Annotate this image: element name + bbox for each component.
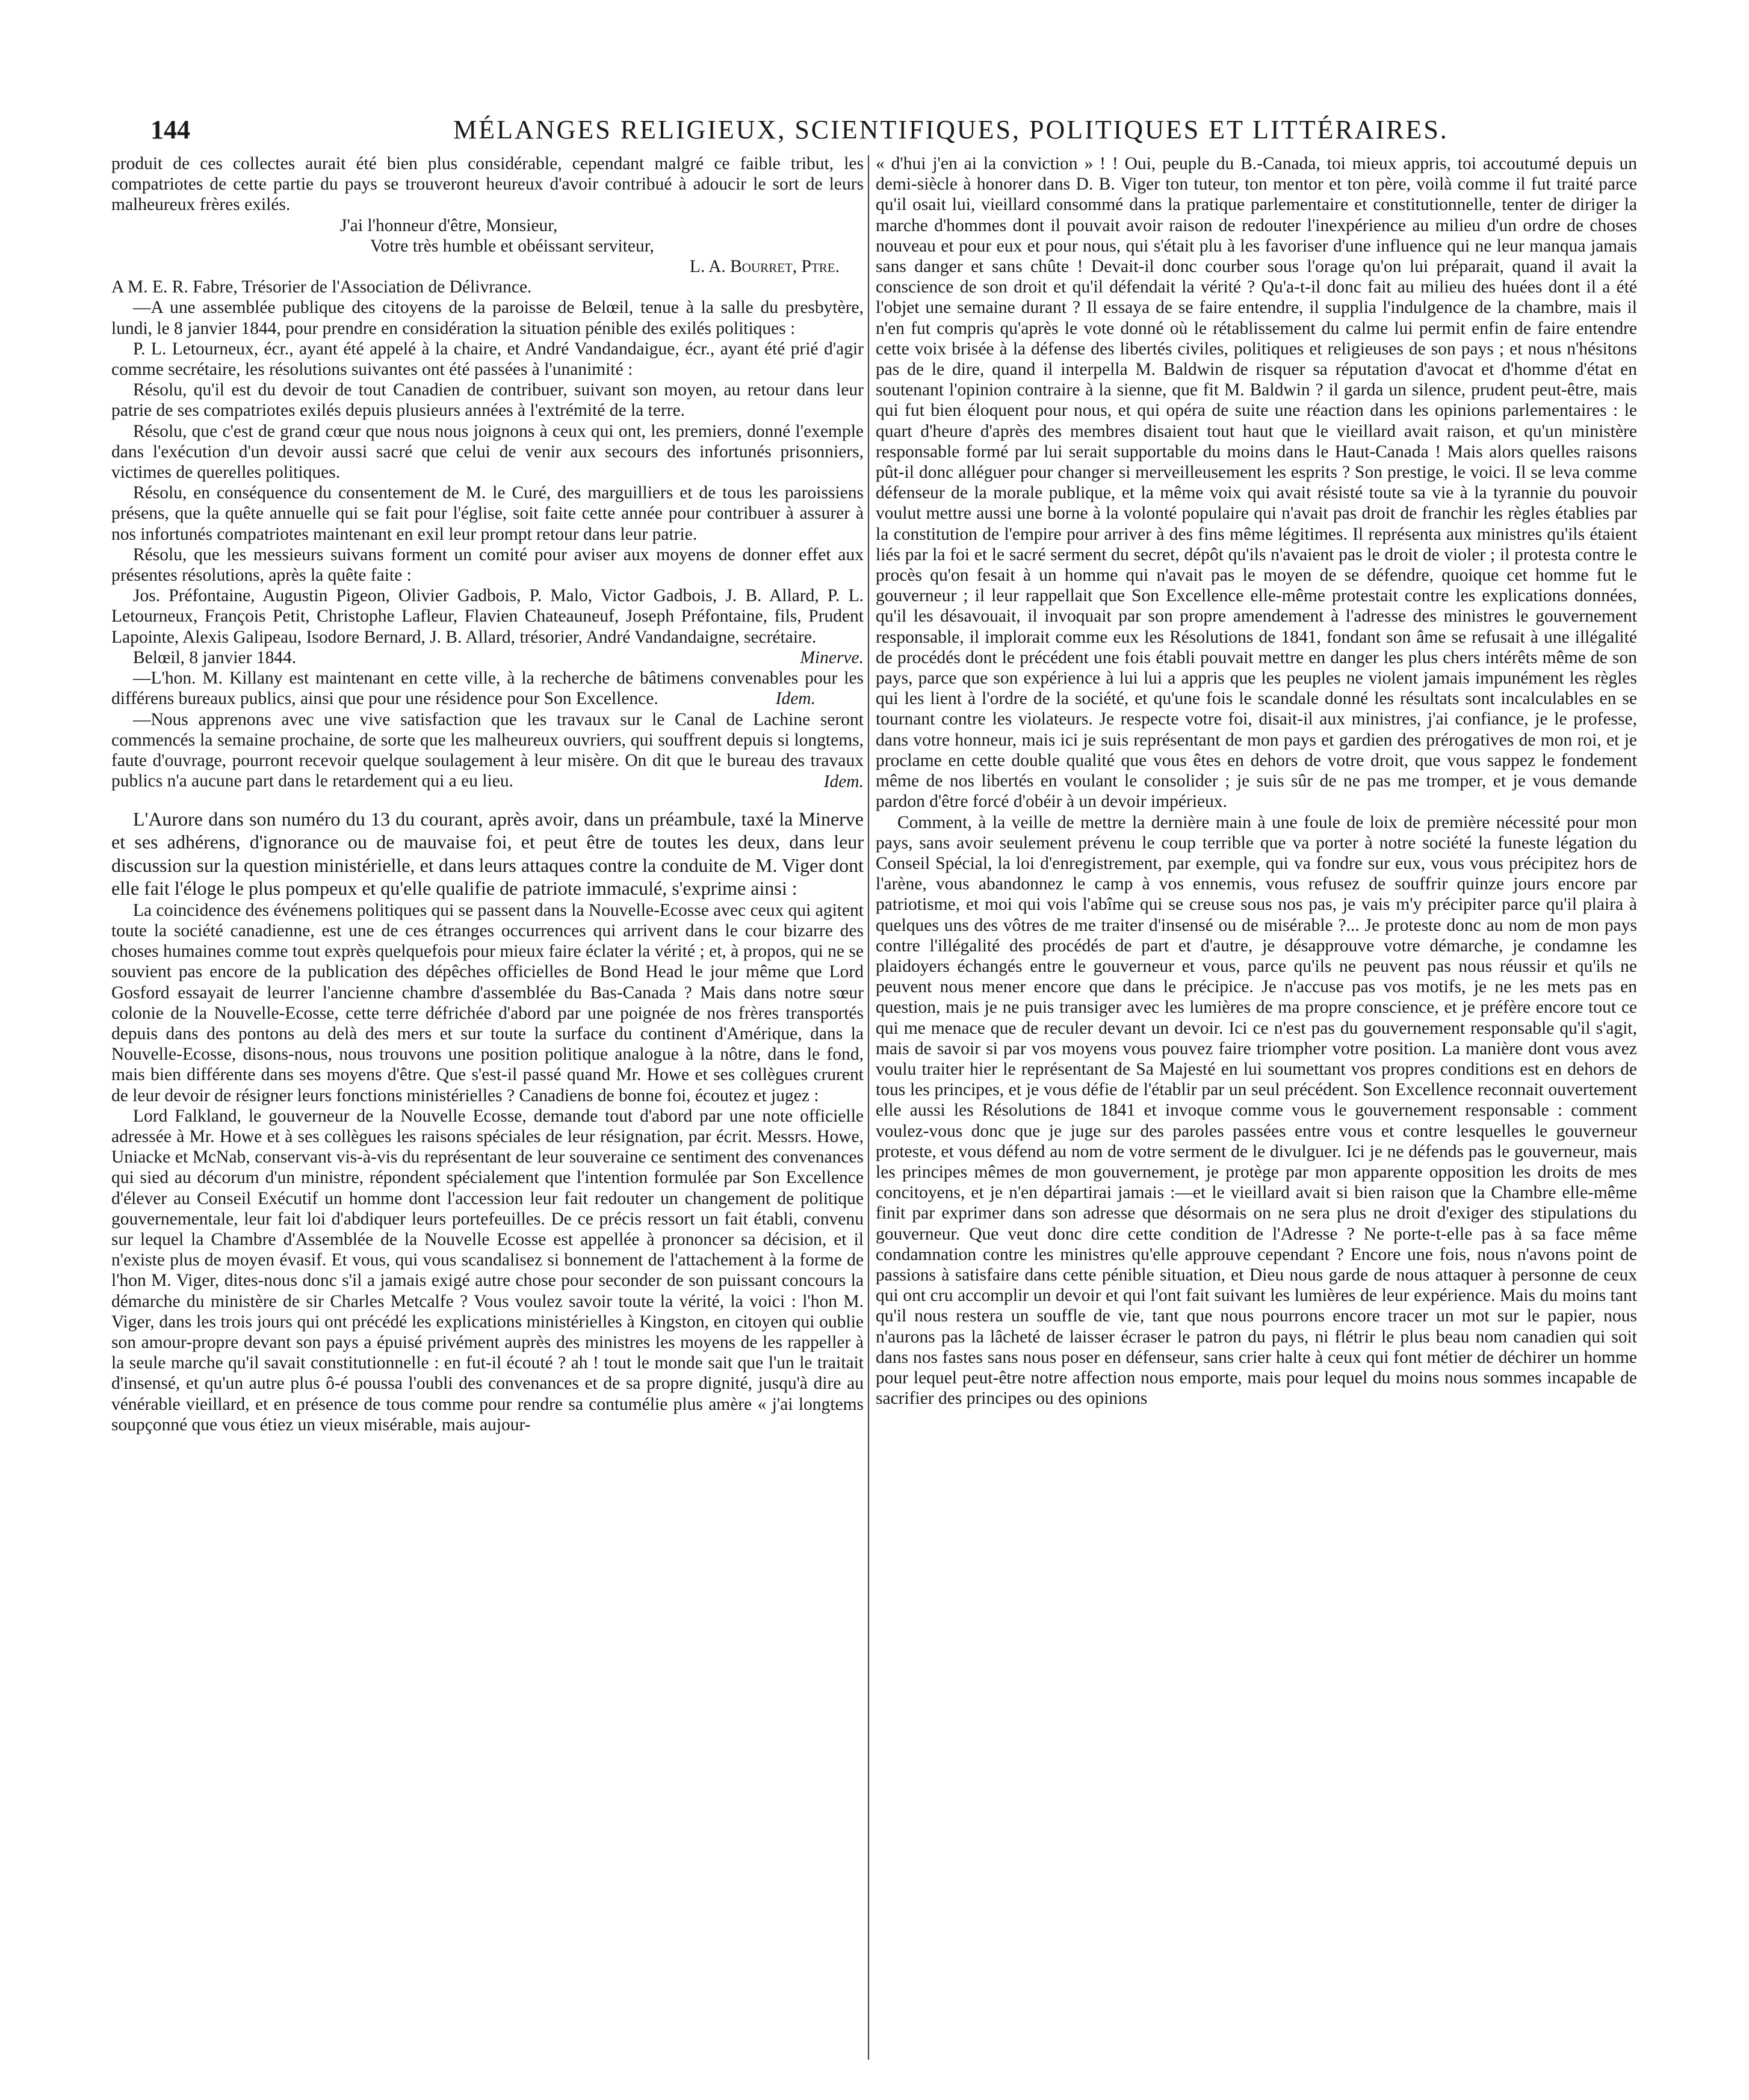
lachine-paragraph: —Nous apprenons avec une vive satisfaction que les travaux sur le Canal de Lachine seront commencés la semaine prochaine, de sorte que les malheureux ouvriers, qui souffrent depuis si longtems, faute d'ouvrage, pourront recevoir quelque soulagement à leur misère. On dit que le bureau des travaux publics n'a aucune part dans le retardement qui a eu lieu.: [111, 709, 864, 791]
resolution-1: Résolu, qu'il est du devoir de tout Canadien de contribuer, suivant son moyen, au retour dans leur patrie de ses compatriotes exilés depuis plusieurs années à l'extrémité de la terre.: [111, 380, 864, 421]
dateline: Belœil, 8 janvier 1844.: [133, 647, 297, 667]
assembly-paragraph: —A une assemblée publique des citoyens de la paroisse de Belœil, tenue à la salle du presbytère, lundi, le 8 janvier 1844, pour prendre en considération la situation pénible des exilés politiques :: [111, 298, 864, 338]
letter-signature: L. A. Bourret, Ptre.: [689, 257, 840, 277]
resolution-4: Résolu, que les messieurs suivans forment un comité pour aviser aux moyens de donner effet aux présentes résolutions, après la quête faite :: [111, 545, 864, 585]
resolution-2: Résolu, que c'est de grand cœur que nous nous joignons à ceux qui ont, les premiers, donné l'exemple dans l'exécution d'un devoir aussi sacré que celui de venir aux secours des infortunés prisonniers, victimes de querelles politiques.: [111, 421, 864, 483]
dateline-row: [111, 647, 864, 668]
killany-paragraph: —L'hon. M. Killany est maintenant en cette ville, à la recherche de bâtimens convenables pour les différens bureaux publics, ainsi que pour une résidence pour Son Excellence.: [111, 669, 864, 709]
aurore-intro: L'Aurore dans son numéro du 13 du courant, après avoir, dans un préambule, taxé la Minerve et ses adhérens, d'ignorance ou de mauvaise foi, et peut être de toutes les deux, dans leur discussion sur la question ministérielle, et dans leurs attaques contre la conduite de M. Viger dont elle fait l'éloge le plus pompeux et qu'elle qualifie de patriote immaculé, s'exprime ainsi :: [111, 808, 864, 900]
letter-addressee: A M. E. R. Fabre, Trésorier de l'Association de Délivrance.: [111, 277, 532, 297]
source-idem-1: Idem.: [775, 689, 816, 709]
letter-salutation: J'ai l'honneur d'être, Monsieur,: [340, 215, 558, 235]
chair-paragraph: P. L. Letourneux, écr., ayant été appelé à la chaire, et André Vandandaigue, écr., ayant été prié d'agir comme secrétaire, les résolutions suivantes ont été passées à l'unanimité :: [111, 339, 864, 380]
committee-names: Jos. Préfontaine, Augustin Pigeon, Olivier Gadbois, P. Malo, Victor Gadbois, J. B. Allard, P. L. Letourneux, François Petit, Christophe Lafleur, Flavien Chateauneuf, Joseph Préfontaine, fils, Prudent Lapointe, Alexis Galipeau, Isodore Bernard, J. B. Allard, trésorier, André Vandandaigne, secrétaire.: [111, 586, 864, 647]
spacer: [111, 792, 864, 808]
quote-falkland: Lord Falkland, le gouverneur de la Nouvelle Ecosse, demande tout d'abord par une note officielle adressée à Mr. Howe et à ses collègues les raisons spéciales de leur résignation, par écrit. Messrs. Howe, Uniacke et McNab, conservant vis-à-vis du représentant de leur souveraine ce sentiment des convenances qui sied au décorum d'un ministre, répondent spécialement que l'intention formulée par Son Excellence d'élever au Conseil Exécutif un homme dont l'accession leur fait redouter un changement de politique gouvernementale, leur fait loi d'abdiquer leurs portefeuilles. De ce précis ressort un fait établi, convenu sur lequel la Chambre d'Assemblée de la Nouvelle Ecosse est appellée à prononcer sa décision, et il n'existe plus de moyen évasif. Et vous, qui vous scandalisez si bonnement de l'attachement à la forme de l'hon M. Viger, dites-nous donc s'il a jamais exigé autre chose pour seconder de son puissant concours la démarche du ministère de sir Charles Metcalfe ? Vous voulez savoir toute la vérité, la voici : l'hon M. Viger, dans les trois jours qui ont précédé les explications ministérielles à Kingston, en citoyen qui oublie son amour-propre devant son pays a épuisé privément auprès des ministres les moyens de les rappeller à la seule marche qu'il savait constitutionnelle : en fut-il écouté ? ah ! tout le monde sait que l'un le traitait d'insensé, et qu'un autre plus ô-é poussa l'oubli des convenances et de sa propre dignité, jusqu'à dire au vénérable vieillard, et en présence de tous comme pour rendre sa contumélie plus amère « j'ai longtems soupçonné que vous étiez un vieux misérable, mais aujour-: [111, 1106, 864, 1434]
running-title: MÉLANGES RELIGIEUX, SCIENTIFIQUES, POLITIQUES ET LITTÉRAIRES.: [453, 115, 1449, 144]
viger-speech: Comment, à la veille de mettre la dernière main à une foule de loix de première nécessité pour mon pays, sans avoir seulement prévenu le coup terrible que va porter à notre société la funeste légation du Conseil Spécial, la loi d'enregistrement, par exemple, qui va fondre sur eux, vous vous précipitez hors de l'arène, vous abandonnez le camp à vos ennemis, vous refusez de souffrir quinze jours encore par patriotisme, et moi qui vois l'abîme qui se creuse sous nos pas, je vais m'y précipiter parce qu'il plaira à quelques uns des vôtres de me traiter d'insensé ou de misérable ?... Je proteste donc au nom de mon pays contre l'illégalité des procédés de part et d'autre, je désapprouve votre démarche, je condamne les plaidoyers échangés entre le gouverneur et vous, parce qu'ils ne peuvent pas nous réussir et qu'ils ne peuvent nous mener encore que dans le précipice. Je n'accuse pas vos motifs, je ne les mets pas en question, mais je ne puis transiger avec les lumières de ma propre conscience, et je préfère encore tout ce qui me menace que de reculer devant un devoir. Ici ce n'est pas du gouvernement responsable qu'il s'agit, mais de savoir si par vos moyens vous pouvez faire triompher votre position. La manière dont vous avez voulu traiter hier le représentant de Sa Majesté en lui soumettant vos propres conditions est en dehors de tous les principes, et je vous défie de l'établir par un seul précédent. Son Excellence reconnait ouvertement elle aussi les Résolutions de 1841 et invoque comme vous le gouvernement responsable : comment voulez-vous donc que je juge sur des paroles passées entre vous et contre lesquelles le gouverneur proteste, et vous défend au nom de votre serment de le divulguer. Ici je ne défends pas le gouverneur, mais les principes mêmes de mon gouvernement, je protège par mon apparente opposition les droits de mes concitoyens, et je n'en départirai jamais :—et le vieillard avait si bien raison que la Chambre elle-même finit par exprimer dans son adresse que désormais on ne sera plus ne droit d'exiger des stipulations du gouverneur. Que veut donc dire cette condition de l'Adresse ? Ne porte-t-elle pas à sa face même condamnation contre les ministres qu'elle approuve cependant ? Encore une fois, nous n'avons point de passions à satisfaire dans cette pénible situation, et Dieu nous garde de nous attaquer à personne de ceux qui ont cru accomplir un devoir et qui l'ont fait suivant les lumières de leur expérience. Mais du moins tant qu'il nous restera un souffle de vie, tant que nous pourrons encore tracer un mot sur le papier, nous n'aurons pas la lâcheté de laisser écraser le patron du pays, ni flétrir le plus beau nom canadien qui soit dans nos fastes sans nous poser en défenseur, sans crier halte à ceux qui font métier de déchirer un homme pour lequel peut-être notre affection nous emporte, mais pour lequel du moins nous sommes incapable de sacrifier des principes ou des opinions: [876, 812, 1637, 1409]
left-column: [111, 153, 864, 2067]
source-minerve: Minerve.: [800, 647, 864, 667]
resolution-3: Résolu, en conséquence du consentement de M. le Curé, des marguilliers et de tous les paroissiens présens, que la quête annuelle qui se fait pour l'église, soit faite cette année pour contribuer à assurer à nos infortunés compatriotes maintenant en exil leur prompt retour dans leur patrie.: [111, 483, 864, 544]
letter-closing-text: produit de ces collectes aurait été bien plus considérable, cependant malgré ce faible tribut, les compatriotes de cette partie du pays se trouveront heureux d'avoir contribué à adoucir le sort de leurs malheureux frères exilés.: [111, 154, 864, 215]
quote-continuation: « d'hui j'en ai la conviction » ! ! Oui, peuple du B.-Canada, toi mieux appris, toi accoutumé depuis un demi-siècle à honorer dans D. B. Viger ton tuteur, ton mentor et ton père, voilà comme il fut traité parce qu'il osait lui, vieillard consommé dans la pratique parlementaire et constitutionnelle, tenter de diriger la marche d'hommes dont il pouvait avoir raison de redouter l'inexpérience au milieu d'un ordre de choses nouveau et pour eux et pour nous, qui s'était plu à les favoriser d'une influence qui ne leur manqua jamais sans danger et sans chûte ! Devait-il donc courber sous l'orage qu'on lui préparait, quand il avait la conscience de son droit et qu'il défendait la vérité ? Qu'a-t-il donc fait au milieu des huées dont il a été l'objet une semaine durant ? Il essaya de se faire entendre, il supplia l'indulgence de la chambre, mais il n'en fut compris qu'après le vote donné où le rétablissement du calme lui permit enfin de faire entendre cette voix brisée à la défense des libertés civiles, politiques et religieuses de son pays ; et nous n'hésitons pas de le dire, quand il interpella M. Baldwin de risquer sa réputation d'avocat et d'homme d'état en soutenant l'opinion contraire à la sienne, que fit M. Baldwin ? il garda un silence, prudent peut-être, mais qui fut bien éloquent pour nous, et qui opéra de suite une réaction dans les opinions parlementaires : le quart d'heure d'après des membres disaient tout haut que le vieillard avait raison, et qu'un ministère responsable formé par lui serait supportable du moins dans le Haut-Canada ! Mais alors quelles raisons pût-il donc alléguer pour changer si merveilleusement les esprits ? Son prestige, le voici. Il se leva comme défenseur de la morale publique, et la même voix qui avait résisté toute sa vie à la tyrannie du pouvoir voulut mettre aussi une borne à la volonté populaire qui n'avait pas droit de franchir les règles établies par la constitution de l'empire pour arriver à des fins même légitimes. Il représenta aux ministres qu'ils étaient liés par la foi et le sacré serment du secret, dépôt qu'ils n'avaient pas le droit de violer ; il protesta contre le procès qu'on fesait à un homme qui n'avait pas le moyen de se défendre, quoique cet homme fut le gouverneur ; il leur rappellait que Son Excellence elle-même protestait contre les explications données, qu'il les désavouait, il invoquait par son propre amendement à l'adresse des ministres le gouvernement responsable, il implorait comme eux les Résolutions de 1841, fondant son âme se refusait à une illégalité de procédés dont le précédent une fois établi pouvait mettre en danger les plus chers intérêts même de son pays, parce que son expérience à lui lui a appris que les peuples ne violent jamais impunément les règles qui les lient à l'ordre de la société, et qu'une fois le scandale donné les résultats sont incalculables en se tournant contre les violateurs. Je respecte votre foi, disait-il aux ministres, j'ai confiance, je le professe, dans votre honneur, mais ici je suis représentant de mon pays et gardien des prérogatives de mon roi, et je proclame en cette double qualité que vous êtes en dehors de votre droit, que vous sappez le fondement même de nos libertés en voulant le consolider ; je suis sûr de ne pas me tromper, et je vous demande pardon d'être forcé d'obéir à un devoir impérieux.: [876, 154, 1637, 812]
page-number: 144: [150, 115, 190, 144]
quote-coincidence: La coincidence des événemens politiques qui se passent dans la Nouvelle-Ecosse avec ceux qui agitent toute la société canadienne, est une de ces étranges occurrences qui arrivent dans le cour bizarre des choses humaines comme tout exprès quelquefois pour mieux faire éclater la vérité ; et, à propos, qui ne se souvient pas encore de la publication des dépêches officielles de Bond Head le jour même que Lord Gosford essayait de leurrer l'ancienne chambre d'assemblée du Bas-Canada ? Mais dans notre sœur colonie de la Nouvelle-Ecosse, cette terre défrichée d'abord par une poignée de nos frères transportés depuis dans des pontons au delà des mers et sur toute la surface du continent d'Amérique, dans la Nouvelle-Ecosse, disons-nous, nous trouvons une position politique analogue à la nôtre, dans le fond, mais bien différente dans ses moyens d'être. Que s'est-il passé quand Mr. Howe et ses collègues crurent de leur devoir de résigner leurs fonctions ministérielles ? Canadiens de bonne foi, écoutez et jugez :: [111, 900, 864, 1105]
column-divider: [868, 155, 869, 2060]
source-idem-2: Idem.: [823, 771, 864, 791]
right-column: [876, 153, 1637, 2067]
letter-valediction: Votre très humble et obéissant serviteur,: [370, 236, 654, 256]
